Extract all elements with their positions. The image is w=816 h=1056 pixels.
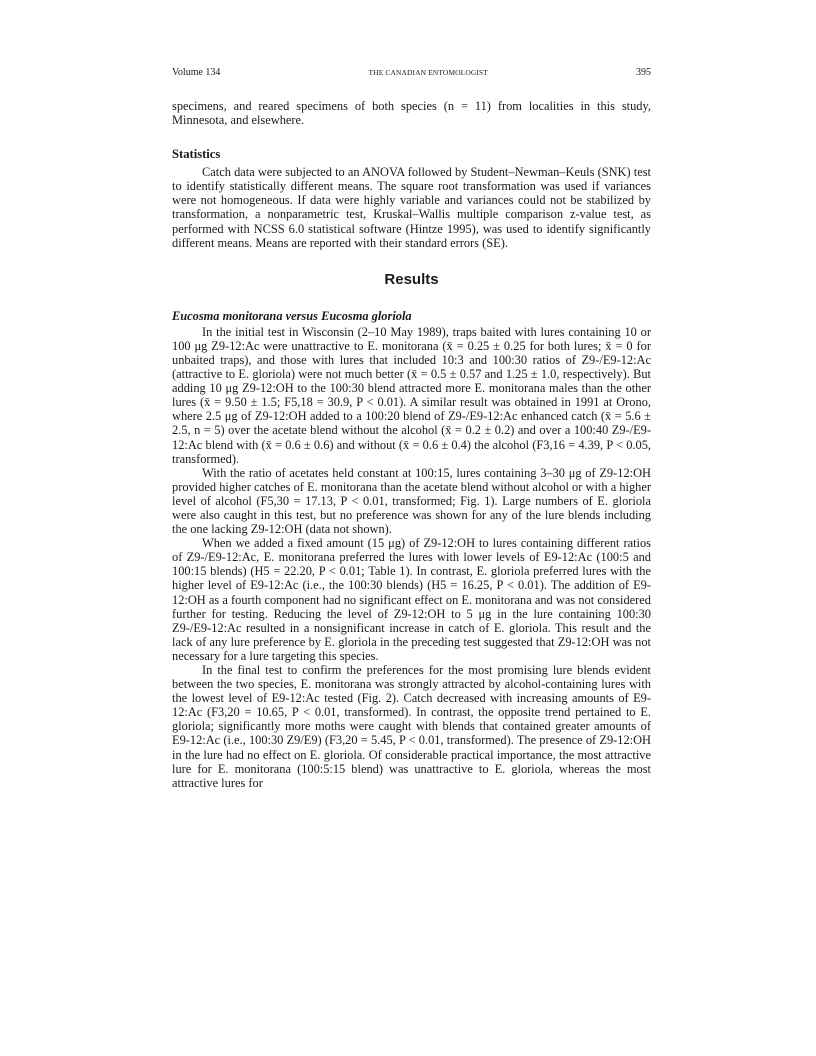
journal-page [172,66,651,790]
intro-paragraph: specimens, and reared specimens of both species (n = 11) from localities in this study, Minnesota, and elsewhere. [172,99,651,128]
results-paragraph-3: When we added a fixed amount (15 μg) of Z9-12:OH to lures containing different ratios of Z9-/E9-12:Ac, E. monitorana preferred the lures with lower levels of E9-12:Ac (100:5 and 100:15 blends) (H5 = 22.20, P < 0.01; Table 1). In contrast, E. gloriola preferred lures with the higher level of E9-12:Ac (i.e., the 100:30 blends) (H5 = 16.25, P < 0.01). The addition of E9-12:OH as a fourth component had no significant effect on E. monitorana and was not considered further for testing. Reducing the level of Z9-12:OH to 5 μg in the lure containing 100:30 Z9-/E9-12:Ac resulted in a nonsignificant increase in catch of E. gloriola. This result and the lack of any lure preference by E. gloriola in the preceding test suggested that Z9-12:OH was not necessary for a lure targeting this species. [172,536,651,663]
results-paragraph-2: With the ratio of acetates held constant at 100:15, lures containing 3–30 μg of Z9-12:OH provided higher catches of E. monitorana than the acetate blend without alcohol or with a higher level of alcohol (F5,30 = 17.13, P < 0.01, transformed; Fig. 1). Large numbers of E. gloriola were also caught in this test, but no preference was shown for any of the lure blends including the one lacking Z9-12:OH (data not shown). [172,465,651,537]
results-paragraph-1: In the initial test in Wisconsin (2–10 May 1989), traps baited with lures containing 10 or 100 μg Z9-12:Ac were unattractive to E. monitorana (x̄ = 0.25 ± 0.25 for both lures; x̄ = 0 for unbaited traps), and those with lures that included 10:3 and 100:30 ratios of Z9-/E9-12:Ac (attractive to E. gloriola) were not much better (x̄ = 0.5 ± 0.57 and 1.25 ± 1.0, respectively). But adding 10 μg Z9-12:OH to the 100:30 blend attracted more E. monitorana males than the other lures (x̄ = 9.50 ± 1.5; F5,18 = 30.9, P < 0.01). A similar result was obtained in 1991 at Orono, where 2.5 μg of Z9-12:OH added to a 100:20 blend of Z9-/E9-12:Ac enhanced catch (x̄ = 5.6 ± 2.5, n = 5) over the acetate blend without the alcohol (x̄ = 0.2 ± 0.2) and over a 100:40 Z9-/E9-12:Ac blend with (x̄ = 0.6 ± 0.6) and without (x̄ = 0.6 ± 0.4) the alcohol (F3,16 = 4.39, P < 0.05, transformed). [172,324,651,466]
running-header [172,66,651,82]
statistics-paragraph: Catch data were subjected to an ANOVA followed by Student–Newman–Keuls (SNK) test to identify statistically different means. The square root transformation was used if variances were not homogeneous. If data were highly variable and variances could not be stabilized by transformation, a nonparametric test, Kruskal–Wallis multiple comparison z-value test, as performed with NCSS 6.0 statistical software (Hintze 1995), was used to identify significantly different means. Means are reported with their standard errors (SE). [172,165,651,250]
journal-title: THE CANADIAN ENTOMOLOGIST [368,68,488,77]
page-number: 395 [636,67,651,78]
results-heading: Results [384,270,439,288]
results-paragraph-4: In the final test to confirm the preferences for the most promising lure blends evident between the two species, E. monitorana was strongly attracted by alcohol-containing lures with the lowest level of E9-12:Ac tested (Fig. 2). Catch decreased with increasing amounts of E9-12:Ac (F3,20 = 10.65, P < 0.01, transformed). In contrast, the opposite trend pertained to E. gloriola; significantly more moths were caught with blends that contained greater amounts of E9-12:Ac (i.e., 100:30 Z9/E9) (F3,20 = 5.45, P < 0.01, transformed). The presence of Z9-12:OH in the lure had no effect on E. gloriola. Of considerable practical importance, the most attractive lure for E. monitorana (100:5:15 blend) was unattractive to E. gloriola, whereas the most attractive lures for [172,663,651,790]
volume-label: Volume 134 [172,67,221,78]
results-subheading: Eucosma monitorana versus Eucosma gloriola [172,308,412,323]
statistics-heading: Statistics [172,147,221,162]
